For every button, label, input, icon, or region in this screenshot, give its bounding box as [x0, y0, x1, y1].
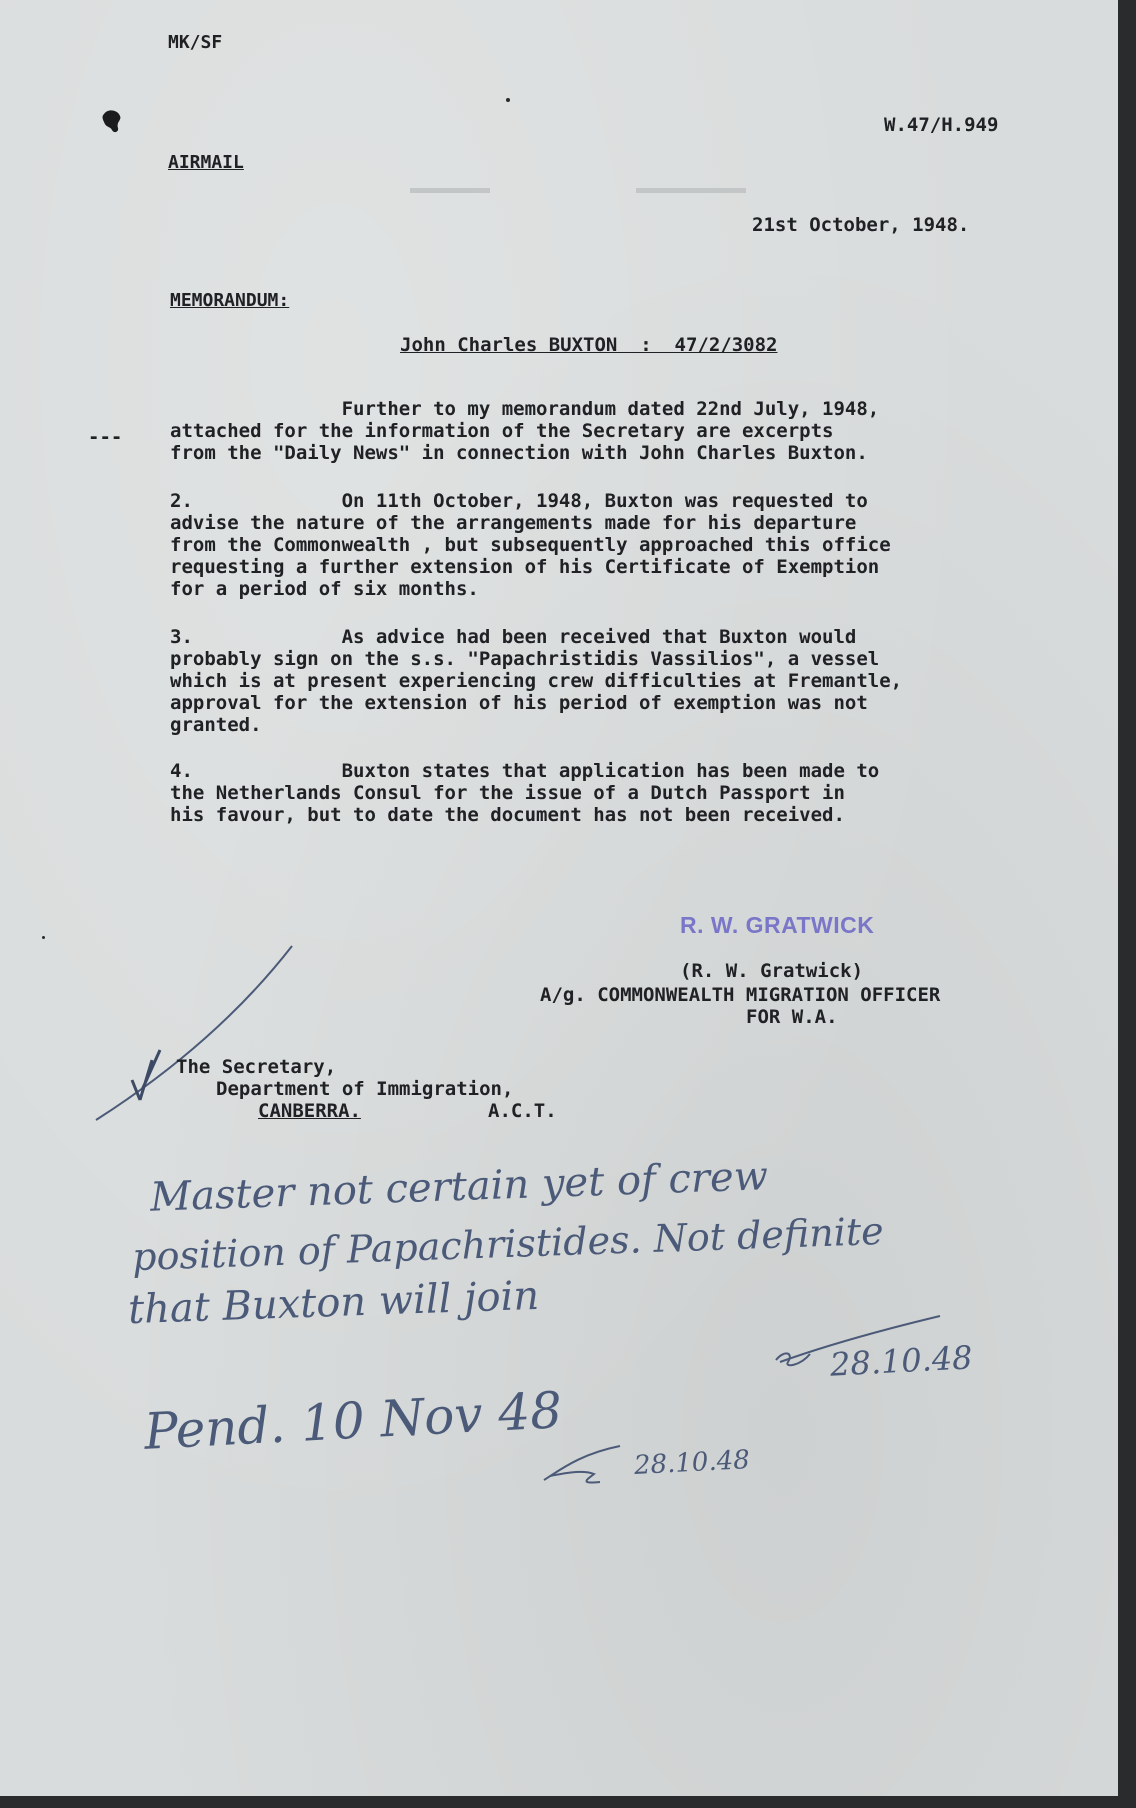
paragraph-3: 3. As advice had been received that Buxton would probably sign on the s.s. "Papachristidis Vassilios", a vessel which is at present experiencing crew difficulties at Fremantle, approval for the extension of his period of exemption was not granted.	[170, 626, 903, 736]
ink-blot-icon	[100, 108, 124, 136]
margin-dash-mark: ---	[88, 426, 123, 448]
handwritten-date-2: 28.10.48	[633, 1444, 751, 1482]
paragraph-2: 2. On 11th October, 1948, Buxton was requested to advise the nature of the arrangements made for his departure from the Commonwealth , but subsequently approached this office requesting a further extension of his Certificate of Exemption for a period of six months.	[170, 490, 891, 600]
recipient-territory: A.C.T.	[488, 1100, 557, 1122]
signature-stamp: R. W. GRATWICK	[680, 912, 875, 938]
recipient-city: CANBERRA.	[258, 1100, 361, 1122]
signatory-name: (R. W. Gratwick)	[680, 960, 864, 982]
recipient-line1: The Secretary,	[176, 1056, 337, 1078]
signatory-title-line1: A/g. COMMONWEALTH MIGRATION OFFICER	[540, 984, 941, 1006]
memo-subject: John Charles BUXTON : 47/2/3082	[400, 334, 778, 356]
paper-speck	[42, 936, 45, 939]
recipient-line2: Department of Immigration,	[216, 1078, 514, 1100]
handwritten-note-line1: Master not certain yet of crew	[149, 1153, 769, 1221]
handwritten-pend-note: Pend. 10 Nov 48	[142, 1381, 564, 1461]
paragraph-4: 4. Buxton states that application has been made to the Netherlands Consul for the issue of a Dutch Passport in his favour, but to date the document has not been received.	[170, 760, 880, 826]
letter-date: 21st October, 1948.	[752, 214, 970, 236]
signatory-title-line2: FOR W.A.	[746, 1006, 838, 1028]
handwritten-note-line2: position of Papachristides. Not definite	[131, 1208, 885, 1280]
smudge-mark	[410, 188, 490, 193]
handwritten-note-line3: that Buxton will join	[127, 1272, 540, 1334]
smudge-mark	[636, 188, 746, 193]
airmail-label: AIRMAIL	[168, 152, 244, 173]
paper-speck	[506, 98, 510, 102]
memorandum-heading: MEMORANDUM:	[170, 290, 290, 311]
paragraph-1: Further to my memorandum dated 22nd July, 1948, attached for the information of the Secretary are excerpts from the "Daily News" in connection with John Charles Buxton.	[170, 398, 880, 464]
handwritten-date-1: 28.10.48	[829, 1338, 974, 1384]
initials-scribble-mark	[540, 1440, 630, 1490]
initials: MK/SF	[168, 32, 223, 53]
reference-number: W.47/H.949	[884, 114, 999, 136]
